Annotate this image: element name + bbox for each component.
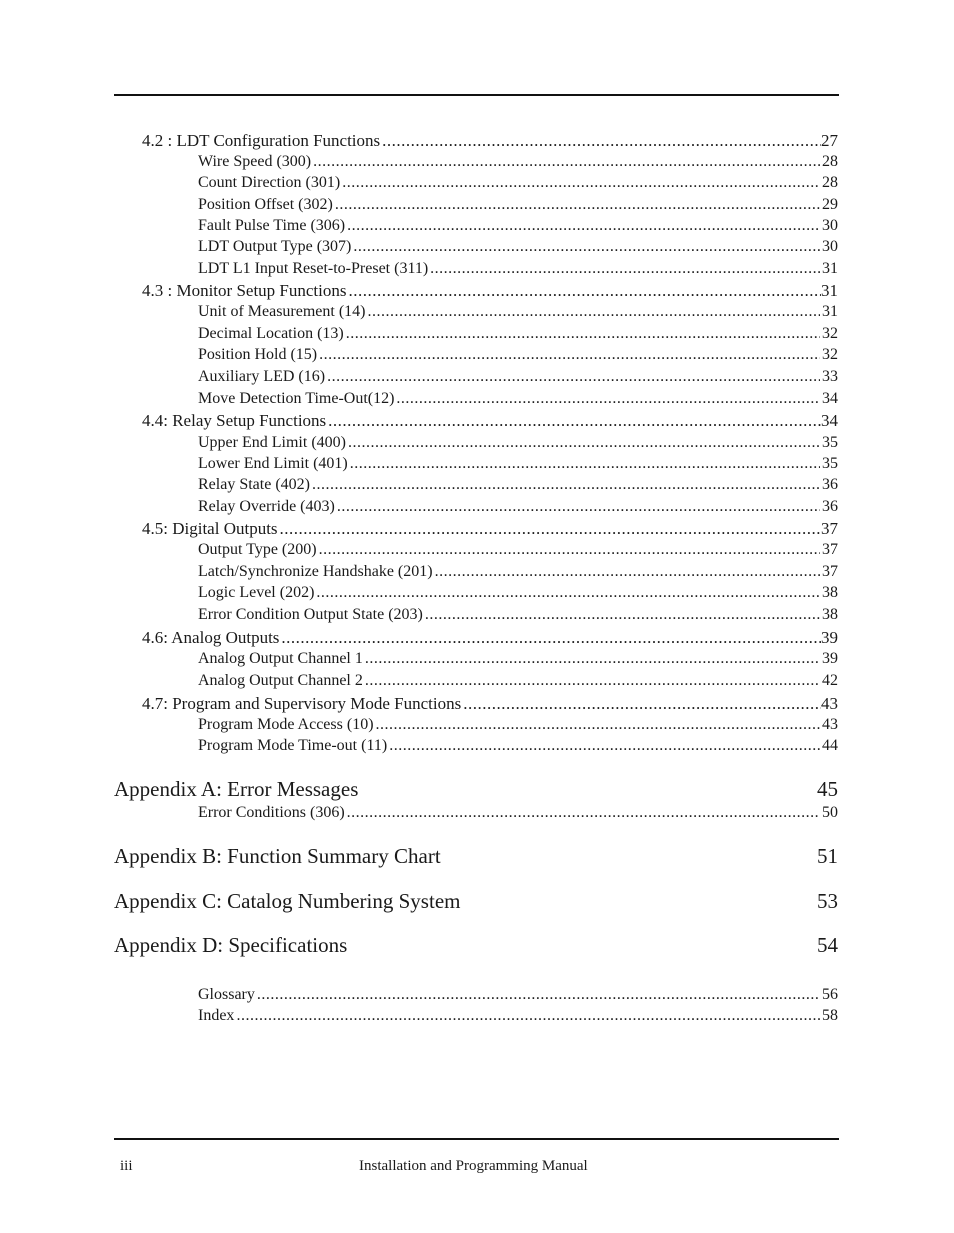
leader-dots: [425, 606, 820, 624]
toc-page-number: 39: [821, 628, 838, 647]
toc-section[interactable]: [142, 411, 838, 431]
leader-dots: [319, 541, 820, 559]
toc-item-title: Logic Level (202): [198, 584, 315, 601]
toc-page-number: 54: [817, 933, 838, 957]
toc-page-number: 45: [817, 777, 838, 801]
toc-page-number: 29: [822, 196, 838, 213]
toc-item-title: Error Conditions (306): [198, 804, 345, 821]
leader-dots: [327, 368, 820, 386]
toc-section-title: 4.2 : LDT Configuration Functions: [142, 131, 381, 150]
leader-dots: [365, 672, 820, 690]
toc-item[interactable]: [198, 196, 838, 214]
toc-page-number: 50: [822, 804, 838, 821]
toc-page-number: 32: [822, 346, 838, 363]
leader-dots: [335, 196, 820, 214]
leader-dots: [313, 153, 820, 171]
toc-appendix-title: Appendix A: Error Messages: [114, 777, 359, 801]
toc-section-title: 4.3 : Monitor Setup Functions: [142, 281, 347, 300]
toc-section-title: 4.5: Digital Outputs: [142, 519, 278, 538]
toc-page-number: 37: [822, 563, 838, 580]
leader-dots: [236, 1007, 820, 1025]
toc-page-number: 34: [822, 390, 838, 407]
toc-item-title: Relay Override (403): [198, 498, 335, 515]
toc-appendix-title: Appendix B: Function Summary Chart: [114, 844, 441, 868]
leader-dots: [312, 476, 820, 494]
toc-page-number: 37: [821, 519, 838, 538]
toc-page-number: 31: [822, 303, 838, 320]
toc-page-number: 44: [822, 737, 838, 754]
toc-page-number: 33: [822, 368, 838, 385]
toc-item-title: Move Detection Time-Out(12): [198, 390, 395, 407]
leader-dots: [348, 434, 820, 452]
leader-dots: [365, 650, 820, 668]
leader-dots: [280, 519, 821, 539]
toc-page-number: 27: [821, 131, 838, 150]
toc-item[interactable]: [198, 434, 838, 452]
toc-page-number: 58: [822, 1007, 838, 1024]
toc-item[interactable]: [198, 737, 838, 755]
toc-page-number: 56: [822, 986, 838, 1003]
toc-item[interactable]: [198, 476, 838, 494]
toc-item[interactable]: [198, 174, 838, 192]
toc-item-title: Unit of Measurement (14): [198, 303, 366, 320]
leader-dots: [316, 584, 820, 602]
toc-item[interactable]: [198, 563, 838, 581]
toc-page-number: 30: [822, 238, 838, 255]
toc-section[interactable]: [142, 628, 838, 648]
toc-page-number: 42: [822, 672, 838, 689]
leader-dots: [430, 260, 820, 278]
toc-appendix-title: Appendix D: Specifications: [114, 933, 348, 957]
footer-manual-title: Installation and Programming Manual: [359, 1158, 588, 1174]
toc-section[interactable]: [142, 694, 838, 714]
toc-item[interactable]: [198, 260, 838, 278]
toc-item[interactable]: [198, 217, 838, 235]
toc-page-number: 53: [817, 889, 838, 913]
toc-item[interactable]: [198, 584, 838, 602]
toc-item-title: Lower End Limit (401): [198, 455, 348, 472]
leader-dots: [328, 411, 821, 431]
toc-item[interactable]: [198, 346, 838, 364]
toc-page-number: 38: [822, 606, 838, 623]
toc-item-title: Count Direction (301): [198, 174, 341, 191]
toc-section-title: 4.7: Program and Supervisory Mode Functions: [142, 694, 462, 713]
toc-item-title: Error Condition Output State (203): [198, 606, 423, 623]
leader-dots: [350, 455, 820, 473]
toc-item[interactable]: [198, 390, 838, 408]
toc-item[interactable]: [198, 368, 838, 386]
toc-item-title: Wire Speed (300): [198, 153, 312, 170]
toc-page-number: 51: [817, 844, 838, 868]
toc-item-title: Decimal Location (13): [198, 325, 344, 342]
toc-item-title: Glossary: [198, 986, 255, 1003]
toc-item[interactable]: [198, 303, 838, 321]
toc-item[interactable]: [198, 716, 838, 734]
toc-page-number: 32: [822, 325, 838, 342]
footer-page-number: iii: [120, 1158, 133, 1174]
toc-item-glossary[interactable]: [198, 986, 838, 1004]
toc-appendix[interactable]: [114, 844, 838, 869]
toc-page-number: 43: [822, 716, 838, 733]
toc-item-title: Output Type (200): [198, 541, 317, 558]
toc-appendix[interactable]: [114, 889, 838, 914]
toc-item-title: Program Mode Time-out (11): [198, 737, 388, 754]
toc-item[interactable]: [198, 498, 838, 516]
leader-dots: [342, 174, 820, 192]
toc-item-title: Relay State (402): [198, 476, 310, 493]
leader-dots: [347, 804, 820, 822]
toc-item-title: Auxiliary LED (16): [198, 368, 326, 385]
leader-dots: [346, 325, 820, 343]
toc-item-title: Analog Output Channel 2: [198, 672, 363, 689]
toc-item[interactable]: [198, 541, 838, 559]
toc-item[interactable]: [198, 153, 838, 171]
toc-item-title: Position Offset (302): [198, 196, 333, 213]
toc-item-title: LDT Output Type (307): [198, 238, 352, 255]
toc-section[interactable]: [142, 131, 838, 151]
toc-appendix[interactable]: [114, 777, 838, 802]
toc-page-number: 36: [822, 476, 838, 493]
leader-dots: [281, 628, 821, 648]
toc-item-title: Position Hold (15): [198, 346, 318, 363]
leader-dots: [347, 217, 820, 235]
toc-item[interactable]: [198, 606, 838, 624]
toc-item[interactable]: [198, 455, 838, 473]
toc-page-number: 37: [822, 541, 838, 558]
toc-page-number: 30: [822, 217, 838, 234]
toc-item[interactable]: [198, 238, 838, 256]
leader-dots: [319, 346, 820, 364]
toc-page-number: 28: [822, 153, 838, 170]
toc-item-title: Upper End Limit (400): [198, 434, 346, 451]
toc-appendix[interactable]: [114, 933, 838, 958]
header-rule: [114, 94, 839, 96]
leader-dots: [353, 238, 820, 256]
toc-item[interactable]: [198, 672, 838, 690]
leader-dots: [382, 131, 821, 151]
toc-page-number: 28: [822, 174, 838, 191]
leader-dots: [435, 563, 820, 581]
toc-section[interactable]: [142, 281, 838, 301]
toc-page-number: 43: [821, 694, 838, 713]
leader-dots: [337, 498, 820, 516]
toc-section[interactable]: [142, 519, 838, 539]
toc-section-title: 4.6: Analog Outputs: [142, 628, 280, 647]
toc-page-number: 38: [822, 584, 838, 601]
toc-item-title: Latch/Synchronize Handshake (201): [198, 563, 433, 580]
leader-dots: [389, 737, 820, 755]
toc-item-index[interactable]: [198, 1007, 838, 1025]
toc-appendix-title: Appendix C: Catalog Numbering System: [114, 889, 461, 913]
leader-dots: [257, 986, 820, 1004]
toc-page-number: 31: [821, 281, 838, 300]
toc-item-title: Analog Output Channel 1: [198, 650, 363, 667]
toc-item[interactable]: [198, 650, 838, 668]
toc-section-title: 4.4: Relay Setup Functions: [142, 411, 327, 430]
toc-page-number: 39: [822, 650, 838, 667]
leader-dots: [368, 303, 820, 321]
toc-page-number: 35: [822, 455, 838, 472]
toc-page-number: 34: [821, 411, 838, 430]
toc-item-title: Program Mode Access (10): [198, 716, 374, 733]
leader-dots: [396, 390, 820, 408]
toc-item[interactable]: [198, 804, 838, 822]
toc-item[interactable]: [198, 325, 838, 343]
footer-rule: [114, 1138, 839, 1140]
toc-page-number: 36: [822, 498, 838, 515]
leader-dots: [463, 694, 821, 714]
leader-dots: [348, 281, 821, 301]
toc-item-title: LDT L1 Input Reset-to-Preset (311): [198, 260, 429, 277]
toc-page-number: 35: [822, 434, 838, 451]
toc-item-title: Fault Pulse Time (306): [198, 217, 346, 234]
toc-page-number: 31: [822, 260, 838, 277]
leader-dots: [376, 716, 820, 734]
toc-item-title: Index: [198, 1007, 235, 1024]
